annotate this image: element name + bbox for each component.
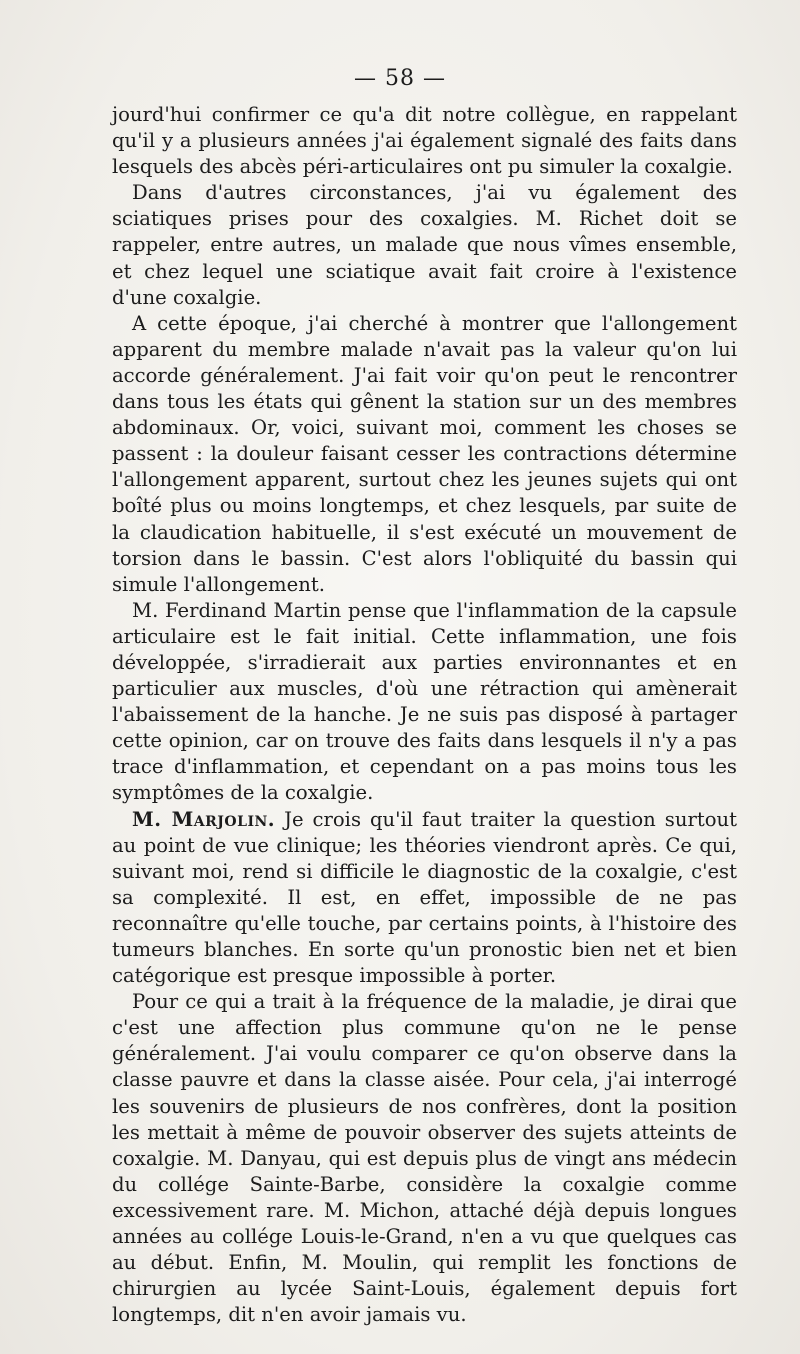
paragraph-1: jourd'hui confirmer ce qu'a dit notre collègue, en rappelant qu'il y a plusieurs années j'ai également signalé des faits dans lesquels des abcès péri-articulaires ont pu simuler la coxalgie.: [112, 103, 737, 179]
page-number: — 58 —: [354, 66, 446, 91]
paragraph-3: A cette époque, j'ai cherché à montrer que l'allongement apparent du membre malade n'avait pas la valeur qu'on lui accorde généralement. J'ai fait voir qu'on peut le rencontrer dans tous les états qui gênent la station sur un des membres abdominaux. Or, voici, suivant moi, comment les choses se passent : la douleur faisant cesser les contractions détermine l'allongement apparent, surtout chez les jeunes sujets qui ont boîté plus ou moins longtemps, et chez lesquels, par suite de la claudication habituelle, il s'est exécuté un mouvement de torsion dans le bassin. C'est alors l'obliquité du bassin qui simule l'allongement.: [112, 311, 737, 596]
paragraph-5-text: Je crois qu'il faut traiter la question surtout au point de vue clinique; les théories viendront après. Ce qui, suivant moi, rend si difficile le diagnostic de la coxalgie, c'est sa complexité. Il est, en effet, impossible de ne pas reconnaître qu'elle touche, par certains points, à l'histoire des tumeurs blanches. En sorte qu'un pronostic bien net et bien catégorique est presque impossible à porter.: [112, 807, 737, 988]
paragraph-2: Dans d'autres circonstances, j'ai vu également des sciatiques prises pour des coxalgies. M. Richet doit se rappeler, entre autres, un malade que nous vîmes ensemble, et chez lequel une sciatique avait fait croire à l'existence d'une coxalgie.: [112, 181, 737, 309]
paragraph-6: Pour ce qui a trait à la fréquence de la maladie, je dirai que c'est une affection plus commune qu'on ne le pense généralement. J'ai voulu comparer ce qu'on observe dans la classe pauvre et dans la classe aisée. Pour cela, j'ai interrogé les souvenirs de plusieurs de nos confrères, dont la position les mettait à même de pouvoir observer des sujets atteints de coxalgie. M. Danyau, qui est depuis plus de vingt ans médecin du collége Sainte-Barbe, considère la coxalgie comme excessivement rare. M. Michon, attaché déjà depuis longues années au collége Louis-le-Grand, n'en a vu que quelques cas au début. Enfin, M. Moulin, qui remplit les fonctions de chirurgien au lycée Saint-Louis, également depuis fort longtemps, dit n'en avoir jamais vu.: [112, 990, 737, 1327]
paragraph-4: M. Ferdinand Martin pense que l'inflammation de la capsule articulaire est le fait initial. Cette inflammation, une fois développée, s'irradierait aux parties environnantes et en particulier aux muscles, d'où une rétraction qui amènerait l'abaissement de la hanche. Je ne suis pas disposé à partager cette opinion, car on trouve des faits dans lesquels il n'y a pas trace d'inflammation, et cependant on a pas moins tous les symptômes de la coxalgie.: [112, 598, 737, 805]
paragraph-5: [112, 807, 737, 990]
body-text: [112, 102, 737, 1328]
speaker-name: M. Marjolin.: [132, 807, 276, 831]
